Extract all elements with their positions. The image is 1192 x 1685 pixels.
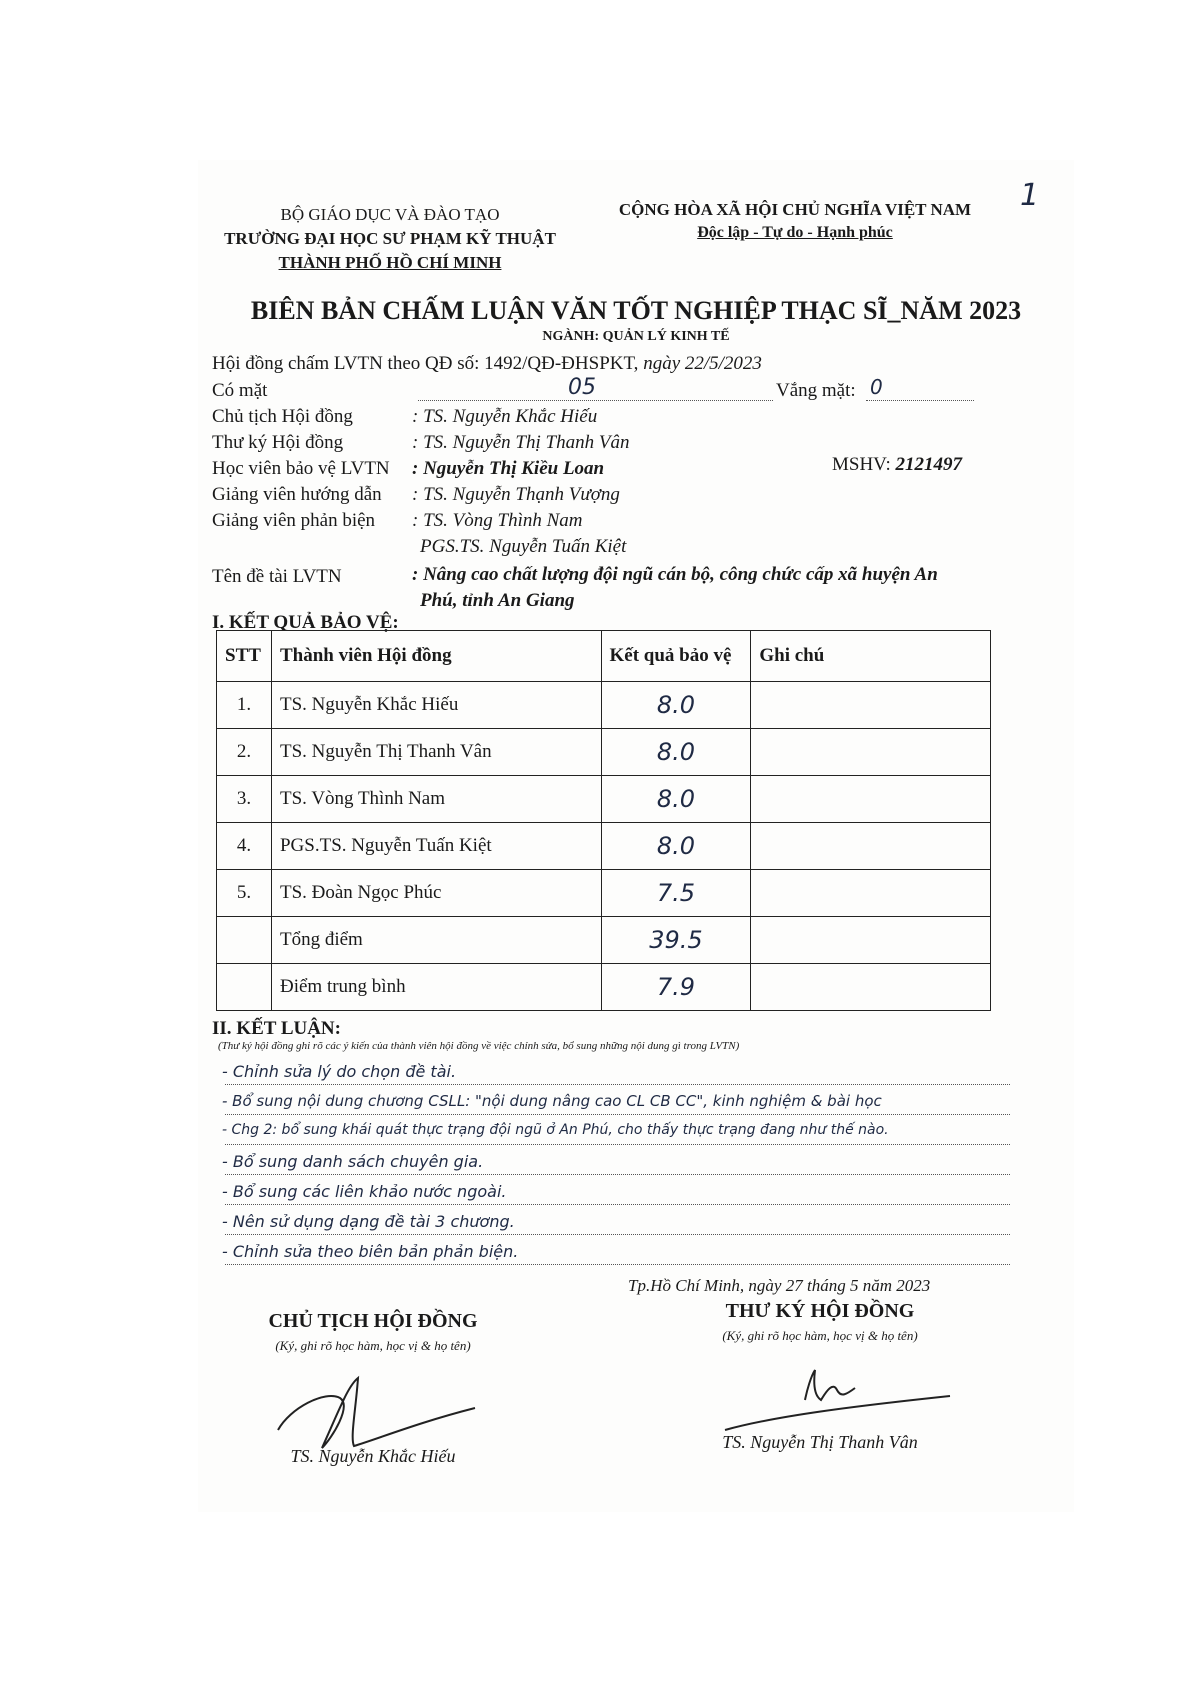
row-score: 8.0 [601, 729, 751, 776]
section-results-heading: I. KẾT QUẢ BẢO VỆ: [212, 612, 399, 633]
row-note [751, 823, 991, 870]
col-header-note: Ghi chú [751, 631, 991, 682]
table-row [217, 776, 991, 823]
row-note [751, 729, 991, 776]
dot-line [225, 1232, 1010, 1235]
dot-line [225, 1142, 1010, 1145]
row-stt: 3. [217, 776, 272, 823]
total-value: 39.5 [601, 917, 751, 964]
conclusion-item: - Chỉnh sửa theo biên bản phản biện. [222, 1242, 519, 1261]
table-header-row [217, 631, 991, 682]
secretary-signature [715, 1360, 955, 1440]
dot-line [225, 1172, 1010, 1175]
dot-line [225, 1202, 1010, 1205]
row-note [751, 964, 991, 1011]
conclusion-item: - Bổ sung các liên khảo nước ngoài. [222, 1182, 507, 1201]
decision-text: Hội đồng chấm LVTN theo QĐ số: 1492/QĐ-ĐHSPKT, [212, 353, 639, 374]
table-row [217, 729, 991, 776]
topic-line-2: Phú, tỉnh An Giang [420, 590, 575, 611]
conclusion-item: - Nên sử dụng dạng đề tài 3 chương. [222, 1212, 515, 1231]
row-stt-empty [217, 917, 272, 964]
section-conclusion-note: (Thư ký hội đồng ghi rõ các ý kiến của thành viên hội đồng về việc chỉnh sửa, bổ sung những nội dung gì trong LVTN) [218, 1040, 740, 1052]
col-header-score: Kết quả bảo vệ [601, 631, 751, 682]
col-header-stt: STT [217, 631, 272, 682]
row-score: 8.0 [601, 776, 751, 823]
row-stt-empty [217, 964, 272, 1011]
row-stt: 1. [217, 682, 272, 729]
ministry-name: BỘ GIÁO DỤC VÀ ĐÀO TẠO [280, 205, 500, 224]
conclusion-item: - Chỉnh sửa lý do chọn đề tài. [222, 1062, 457, 1081]
average-row [217, 964, 991, 1011]
national-motto: Độc lập - Tự do - Hạnh phúc [697, 224, 893, 241]
place-date: Tp.Hồ Chí Minh, ngày 27 tháng 5 năm 2023 [628, 1276, 931, 1295]
row-score: 8.0 [601, 682, 751, 729]
conclusion-item: - Bổ sung nội dung chương CSLL: "nội dung nâng cao CL CB CC", kinh nghiệm & bài học [222, 1092, 882, 1110]
row-member: PGS.TS. Nguyễn Tuấn Kiệt [271, 823, 601, 870]
average-label: Điểm trung bình [271, 964, 601, 1011]
present-label: Có mặt [212, 380, 268, 401]
average-value: 7.9 [601, 964, 751, 1011]
table-row [217, 682, 991, 729]
major-name: NGÀNH: QUẢN LÝ KINH TẾ [542, 329, 730, 344]
advisor-label: Giảng viên hướng dẫn [212, 484, 382, 505]
row-stt: 4. [217, 823, 272, 870]
row-note [751, 776, 991, 823]
absent-label: Vắng mặt: [776, 380, 856, 401]
row-stt: 2. [217, 729, 272, 776]
conclusion-item: - Chg 2: bổ sung khái quát thực trạng đội ngũ ở An Phú, cho thấy thực trạng đang như thế nào. [222, 1122, 889, 1138]
university-city: THÀNH PHỐ HỒ CHÍ MINH [278, 253, 502, 272]
document-title: BIÊN BẢN CHẤM LUẬN VĂN TỐT NGHIỆP THẠC SĨ_NĂM 2023 [250, 296, 1022, 325]
mshv-line [832, 454, 962, 476]
secretary-sign-title: THƯ KÝ HỘI ĐỒNG [725, 1300, 915, 1322]
topic-line-1: : Nâng cao chất lượng đội ngũ cán bộ, công chức cấp xã huyện An [412, 564, 938, 585]
mshv-value: 2121497 [895, 454, 963, 475]
total-row [217, 917, 991, 964]
secretary-value: : TS. Nguyễn Thị Thanh Vân [412, 432, 630, 453]
col-header-member: Thành viên Hội đồng [271, 631, 601, 682]
dot-line [225, 1082, 1010, 1085]
secretary-name: TS. Nguyễn Thị Thanh Vân [722, 1432, 918, 1452]
decision-date: ngày 22/5/2023 [643, 353, 762, 374]
topic-label: Tên đề tài LVTN [212, 566, 342, 587]
chair-sign-title: CHỦ TỊCH HỘI ĐỒNG [268, 1310, 478, 1332]
row-note [751, 682, 991, 729]
mshv-label: MSHV: [832, 454, 891, 475]
total-label: Tổng điểm [271, 917, 601, 964]
student-label: Học viên bảo vệ LVTN [212, 458, 390, 479]
advisor-value: : TS. Nguyễn Thạnh Vượng [412, 484, 620, 505]
reviewer-value-2: PGS.TS. Nguyễn Tuấn Kiệt [420, 536, 627, 557]
row-member: TS. Nguyễn Thị Thanh Vân [271, 729, 601, 776]
chair-value: : TS. Nguyễn Khắc Hiếu [412, 406, 598, 427]
chair-sign-note: (Ký, ghi rõ học hàm, học vị & họ tên) [275, 1338, 471, 1353]
chair-label: Chủ tịch Hội đồng [212, 406, 353, 427]
row-member: TS. Vòng Thình Nam [271, 776, 601, 823]
row-note [751, 917, 991, 964]
table-row [217, 823, 991, 870]
secretary-label: Thư ký Hội đồng [212, 432, 344, 453]
results-table [216, 630, 991, 1011]
section-conclusion-heading: II. KẾT LUẬN: [212, 1018, 341, 1039]
page-number: 1 [1020, 178, 1040, 213]
row-score: 7.5 [601, 870, 751, 917]
secretary-sign-note: (Ký, ghi rõ học hàm, học vị & họ tên) [722, 1328, 918, 1343]
dot-line [225, 1262, 1010, 1265]
row-member: TS. Nguyễn Khắc Hiếu [271, 682, 601, 729]
row-stt: 5. [217, 870, 272, 917]
university-name: TRƯỜNG ĐẠI HỌC SƯ PHẠM KỸ THUẬT [224, 229, 556, 248]
row-note [751, 870, 991, 917]
reviewer-value-1: : TS. Vòng Thình Nam [412, 510, 583, 531]
absent-value: 0 [870, 375, 883, 399]
chair-name: TS. Nguyễn Khắc Hiếu [290, 1446, 456, 1466]
chair-signature [270, 1368, 480, 1458]
present-value: 05 [568, 375, 596, 400]
reviewer-label: Giảng viên phản biện [212, 510, 376, 531]
row-score: 8.0 [601, 823, 751, 870]
conclusion-item: - Bổ sung danh sách chuyên gia. [222, 1152, 484, 1171]
row-member: TS. Đoàn Ngọc Phúc [271, 870, 601, 917]
dot-line [225, 1112, 1010, 1115]
student-value: : Nguyễn Thị Kiều Loan [412, 458, 605, 479]
table-row [217, 870, 991, 917]
country-name: CỘNG HÒA XÃ HỘI CHỦ NGHĨA VIỆT NAM [618, 200, 972, 219]
decision-line [212, 353, 762, 375]
